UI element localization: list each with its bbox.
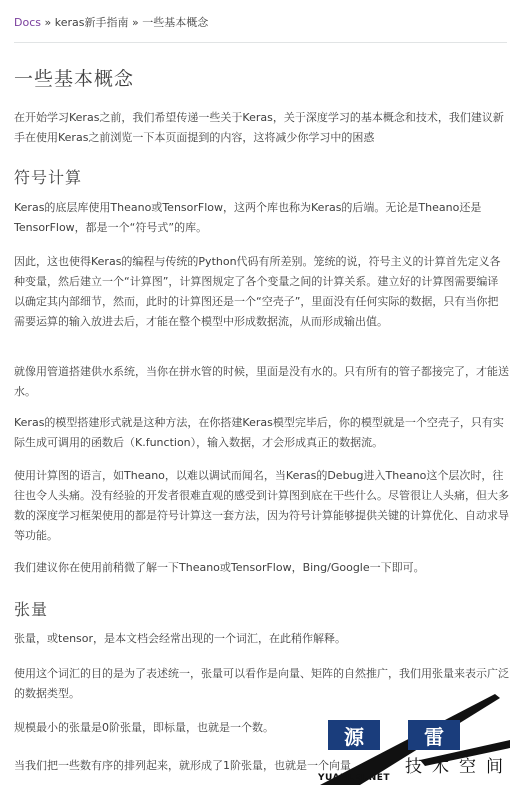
breadcrumb-separator: » <box>44 16 52 29</box>
symbolic-paragraph-2: 因此，这也使得Keras的编程与传统的Python代码有所差别。笼统的说，符号主义的计算首先定义各种变量，然后建立一个“计算图”，计算图规定了各个变量之间的计算关系。建立好的计算图需要编译以确定其内部细节，然而，此时的计算图还是一个“空壳子”，里面没有任何实际的数据，只有当你把需要运算的输入放进去后，才能在整个模型中形成数据流，从而形成输出值。 <box>14 255 501 328</box>
symbolic-paragraph-6: 我们建议你在使用前稍微了解一下Theano或TensorFlow，Bing/Google一下即可。 <box>14 561 425 574</box>
symbolic-paragraph-4: Keras的模型搭建形式就是这种方法，在你搭建Keras模型完毕后，你的模型就是一个空壳子，只有实际生成可调用的函数后（K.function），输入数据，才会形成真正的数据流。 <box>14 416 504 449</box>
breadcrumb-section-link[interactable]: keras新手指南 <box>54 16 129 29</box>
tensor-paragraph-1: 张量，或tensor，是本文档会经常出现的一个词汇，在此稍作解释。 <box>14 632 347 645</box>
tensor-paragraph-3: 规模最小的张量是0阶张量，即标量，也就是一个数。 <box>14 721 274 734</box>
intro-paragraph: 在开始学习Keras之前，我们希望传递一些关于Keras，关于深度学习的基本概念和技术，我们建议新手在使用Keras之前浏览一下本页面提到的内容，这将减少你学习中的困惑 <box>14 111 504 144</box>
watermark-url: YUANLEI.NET <box>318 773 391 783</box>
breadcrumb <box>14 14 507 30</box>
tensor-paragraph-2: 使用这个词汇的目的是为了表述统一，张量可以看作是向量、矩阵的自然推广，我们用张量来表示广泛的数据类型。 <box>14 667 509 700</box>
breadcrumb-separator: » <box>131 16 139 29</box>
symbolic-paragraph-1: Keras的底层库使用Theano或TensorFlow，这两个库也称为Keras的后端。无论是Theano还是TensorFlow，都是一个“符号式”的库。 <box>14 201 482 234</box>
watermark-char-1: 源 <box>328 720 380 750</box>
section-title-symbolic: 符号计算 <box>14 168 83 187</box>
section-title-tensor: 张量 <box>14 600 49 619</box>
page-title: 一些基本概念 <box>14 68 135 90</box>
breadcrumb-current: 一些基本概念 <box>142 16 209 29</box>
watermark-logo <box>300 690 515 790</box>
symbolic-paragraph-3: 就像用管道搭建供水系统，当你在拼水管的时候，里面是没有水的。只有所有的管子都接完了，才能送水。 <box>14 365 509 398</box>
tensor-paragraph-4: 当我们把一些数有序的排列起来，就形成了1阶张量，也就是一个向量 <box>14 759 351 772</box>
watermark-char-2: 雷 <box>408 720 460 750</box>
watermark-subtitle: 技术空间 <box>405 757 513 777</box>
breadcrumb-home-link[interactable]: Docs <box>14 16 41 29</box>
header-divider <box>14 42 507 43</box>
symbolic-paragraph-5: 使用计算图的语言，如Theano，以难以调试而闻名，当Keras的Debug进入Theano这个层次时，往往也令人头痛。没有经验的开发者很难直观的感受到计算图到底在干些什么。尽管很让人头痛，但大多数的深度学习框架使用的都是符号计算这一套方法，因为符号计算能够提供关键的计算优化、自动求导等功能。 <box>14 469 509 542</box>
